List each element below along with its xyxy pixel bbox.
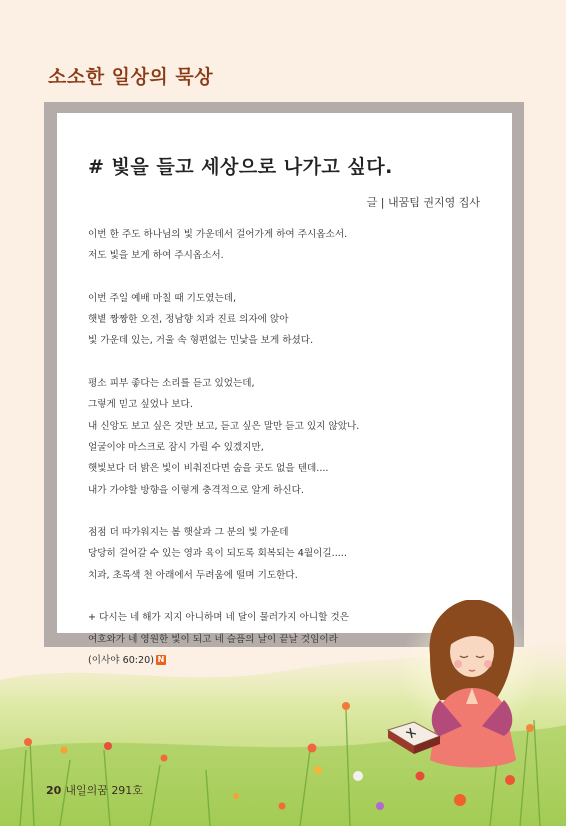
text-line: 점점 더 따가워지는 봄 햇살과 그 분의 빛 가운데 [88,527,289,539]
text-line: 저도 빛을 보게 하여 주시옵소서. [88,250,224,262]
paragraph [88,288,388,352]
end-mark-icon: N [157,654,165,664]
publication-name: 내일의꿈 291호 [65,784,143,797]
text-line: 이번 한 주도 하나님의 빛 가운데서 걸어가게 하여 주시옵소서. [88,229,348,240]
text-line: + 다시는 네 해가 지지 아니하며 네 달이 물러가지 아니할 것은 [88,612,349,624]
text-line: 여호와가 네 영원한 빛이 되고 네 슬픔의 날이 끝날 것임이라 [88,633,338,645]
text-line: 빛 가운데 있는, 거울 속 형편없는 민낯을 보게 하셨다. [88,335,314,347]
text-line: 평소 피부 좋다는 소리를 듣고 있었는데, [88,378,255,390]
text-line: 치과, 초록색 천 아래에서 두려움에 떨며 기도한다. [88,569,298,581]
text-line: 당당히 걸어갈 수 있는 영과 육이 되도록 회복되는 4월이길..... [88,548,347,560]
paragraph [88,224,388,267]
text-line: 이번 주일 예배 마칠 때 기도였는데, [88,292,237,304]
article-byline: 글 | 내꿈팀 권지영 집사 [366,196,480,209]
page-footer [46,782,143,798]
paragraph [88,373,388,501]
bible-verse [88,607,388,671]
article-headline: # 빛을 들고 세상으로 나가고 싶다. [88,156,393,178]
text-line: 내가 가야할 방향을 이렇게 충격적으로 알게 하신다. [88,484,304,496]
section-title: 소소한 일상의 묵상 [48,66,214,88]
paragraph [88,522,388,586]
verse-citation: (이사야 60:20) [88,654,154,666]
verse-citation-line [88,650,388,671]
text-line: 내 신앙도 보고 싶은 것만 보고, 듣고 싶은 말만 듣고 있지 않았나. [88,420,360,432]
text-line: 햇볕 짱짱한 오전, 정남향 치과 진료 의자에 앉아 [88,314,289,326]
text-line: 얼굴이야 마스크로 잠시 가릴 수 있겠지만, [88,441,264,453]
text-line: 그렇게 믿고 싶었나 보다. [88,399,193,411]
article-body [88,224,388,693]
page-number: 20 [46,784,62,797]
text-line: 햇빛보다 더 밝은 빛이 비춰진다면 숨을 곳도 없을 텐데.... [88,463,329,475]
